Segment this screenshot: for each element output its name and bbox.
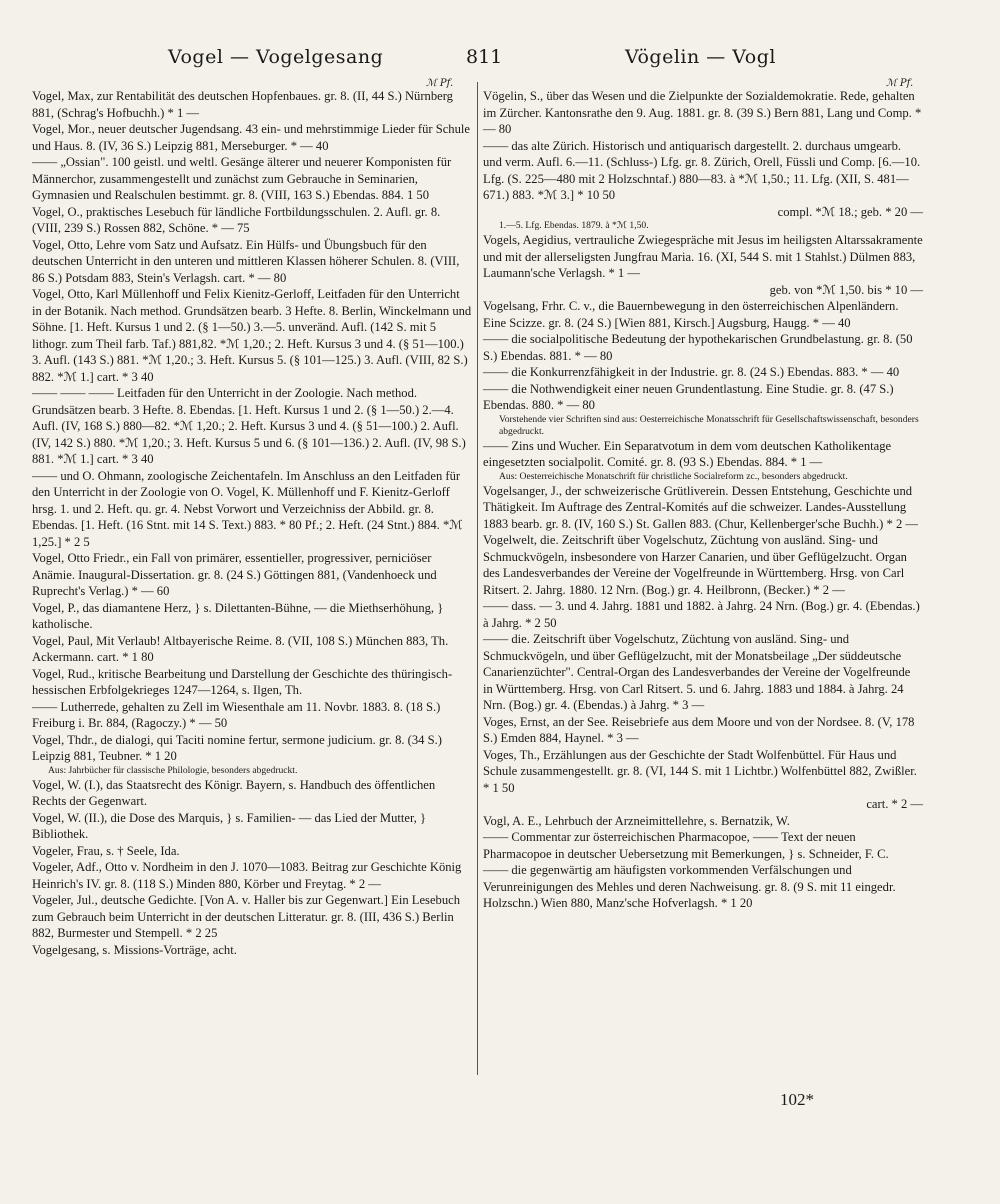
entry: Vogel, O., praktisches Lesebuch für ländliche Fortbildungsschulen. 2. Aufl. gr. 8. (VIII, 239 S.) Rossen 882, Schöne. * — 75 <box>32 204 441 235</box>
entry: Vogel, Mor., neuer deutscher Jugendsang. 43 ein- und mehrstimmige Lieder für Schule und Haus. 8. (IV, 36 S.) Leipzig 881, Merseburger. * — 40 <box>32 122 470 153</box>
entry: Vogeler, Adf., Otto v. Nordheim in den J. 1070—1083. Beitrag zur Geschichte König Heinrich's IV. gr. 8. (118 S.) Minden 880, Körber und Freytag. * 2 — <box>32 860 462 891</box>
entry: Vogelgesang, s. Missions-Vorträge, acht. <box>32 942 237 957</box>
right-column <box>483 88 923 912</box>
price-unit-right: ℳ Pf. <box>886 78 914 89</box>
entry: Vogl, A. E., Lehrbuch der Arzneimittellehre, s. Bernatzik, W. <box>483 813 790 828</box>
entry: Vogel, Otto Friedr., ein Fall von primärer, essentieller, progressiver, perniciöser Anämie. Inaugural-Dissertation. gr. 8. (24 S.) Göttingen 881, (Vandenhoeck und Ruprecht's Verlag.) * — 60 <box>32 551 437 598</box>
column-divider <box>477 82 478 1075</box>
entry: —— die gegenwärtig am häufigsten vorkommenden Verfälschungen und Verunreinigungen des Mehles und deren Nachweisung. gr. 8. (9 S. mit 11 eingedr. Holzschn.) Wien 880, Manz'sche Hofverlagsh. * 1 20 <box>483 863 896 910</box>
entry: Vogel, Otto, Karl Müllenhoff und Felix Kienitz-Gerloff, Leitfaden für den Unterricht in der Botanik. Nach method. Grundsätzen bearb. 3 Hefte. 8. Berlin, Winckelmann und Söhne. [1. Heft. Kursus 1 und 2. (§ 1—50.) 3.—5. unveränd. Aufl. (142 S. mit 5 lithogr. zum Theil farb. Taf.) 881,82. *ℳ 1,20.; 2. Heft. Kursus 3 und 4. (§ 51—100.) 3. Aufl. (143 S.) 881. *ℳ 1,20.; 3. Heft. Kursus 5. (§ 101—125.) 3. Aufl. (VIII, 82 S.) 882. *ℳ 1.] cart. * 3 40 <box>32 287 472 384</box>
entry: Vogeler, Jul., deutsche Gedichte. [Von A. v. Haller bis zur Gegenwart.] Ein Lesebuch zum Gebrauch beim Unterricht in der deutschen Litteratur. gr. 8. (III, 436 S.) Berlin 882, Burmester und Stempell. * 2 25 <box>32 893 461 940</box>
entry: Vogel, W. (II.), die Dose des Marquis, } s. Familien- — das Lied der Mutter, } Bibliothek. <box>32 810 426 841</box>
entry: Vogel, P., das diamantene Herz, } s. Dilettanten-Bühne, — die Miethserhöhung, } katholische. <box>32 600 444 631</box>
entry: Vögelin, S., über das Wesen und die Zielpunkte der Sozialdemokratie. Rede, gehalten im Zürcher. Kantonsrathe den 9. Aug. 1881. gr. 8. (39 S.) Bern 881, Lang und Comp. * — 80 <box>483 89 922 136</box>
entry: —— und O. Ohmann, zoologische Zeichentafeln. Im Anschluss an den Leitfaden für den Unterricht in der Zoologie von O. Vogel, K. Müllenhoff und F. Kienitz-Gerloff hrsg. 1. und 2. Heft. qu. gr. 4. Nebst Vorwort und Verzeichniss der Abbild. gr. 8. Ebendas. [1. Heft. (16 Stnt. mit 14 S. Text.) 883. * 80 Pf.; 2. Heft. (24 Stnt.) 884. *ℳ 1,25.] * 2 5 <box>32 468 463 549</box>
entry: Voges, Ernst, an der See. Reisebriefe aus dem Moore und von der Nordsee. 8. (V, 178 S.) Emden 884, Haynel. * 3 — <box>483 714 915 745</box>
entry: Vogel, Rud., kritische Bearbeitung und Darstellung der Geschichte des thüringisch-hessischen Erbfolgekrieges 1247—1264, s. Ilgen, Th. <box>32 666 453 697</box>
entry: Vogelsang, Frhr. C. v., die Bauernbewegung in den österreichischen Alpenländern. Eine Scizze. gr. 8. (24 S.) [Wien 881, Kirsch.] Augsburg, Haugg. * — 40 <box>483 299 899 330</box>
entry: —— die Nothwendigkeit einer neuen Grundentlastung. Eine Studie. gr. 8. (47 S.) Ebendas. 880. * — 80 <box>483 381 894 412</box>
entry: Voges, Th., Erzählungen aus der Geschichte der Stadt Wolfenbüttel. Für Haus und Schule zusammengestellt. gr. 8. (VI, 144 S. mit 1 Lichtbr.) Wolfenbüttel 882, Zwißler. * 1 50 <box>483 747 917 795</box>
entry: Vogeler, Frau, s. † Seele, Ida. <box>32 843 180 858</box>
entry-note: Vorstehende vier Schriften sind aus: Oesterreichische Monatsschrift für Gesellschaftswissenschaft, besonders abgedruckt. <box>499 413 919 437</box>
entry: —— „Ossian". 100 geistl. und weltl. Gesänge älterer und neuerer Komponisten für Männerchor, zusammengestellt und zunächst zum Gebrauche in Seminarien, Gymnasien und Realschulen bestimmt. gr. 8. (VIII, 163 S.) Ebendas. 884. 1 50 <box>32 155 452 202</box>
entry: —— —— —— Leitfaden für den Unterricht in der Zoologie. Nach method. Grundsätzen bearb. 3 Hefte. 8. Ebendas. [1. Heft. Kursus 1 und 2. (§ 1—50.) 2.—4. Aufl. (IV, 168 S.) 880—82. *ℳ 1,20.; 2. Heft. Kursus 3 und 4. (§ 51—100.) 2. Aufl. (IV, 142 S.) 880. *ℳ 1,20.; 3. Heft. Kursus 5 und 6. (§ 101—136.) 2. Aufl. (IV, 98 S.) 881. *ℳ 1.] cart. * 3 40 <box>32 386 466 466</box>
price-unit-left: ℳ Pf. <box>426 78 454 89</box>
entry: —— die Konkurrenzfähigkeit in der Industrie. gr. 8. (24 S.) Ebendas. 883. * — 40 <box>483 365 900 379</box>
entry-price: cart. * 2 — <box>866 797 923 811</box>
left-column <box>32 88 472 958</box>
entry-note: Aus: Oesterreichische Monatschrift für christliche Socialreform zc., besonders abgedruckt. <box>499 470 848 482</box>
entry: Vogel, Paul, Mit Verlaub! Altbayerische Reime. 8. (VII, 108 S.) München 883, Th. Ackermann. cart. * 1 80 <box>32 633 449 664</box>
entry-note: Aus: Jahrbücher für classische Philologie, besonders abgedruckt. <box>48 764 298 776</box>
entry: Vogelwelt, die. Zeitschrift über Vogelschutz, Züchtung von ausländ. Sing- und Schmuckvögeln, insbesondere von Harzer Canarien, und über Geflügelzucht. Organ des Landesverbandes der Vereine der Vogelfreunde in Württemberg. Hrsg. von Carl Ritsert. 2. Jahrg. 1880. 12 Nrn. (Bog.) gr. 4. Heilbronn, (Becker.) * 2 — <box>483 533 907 597</box>
header-right: Vögelin — Vogl <box>625 46 776 68</box>
entry: —— das alte Zürich. Historisch und antiquarisch dargestellt. 2. durchaus umgearb. und verm. Aufl. 6.—11. (Schluss-) Lfg. gr. 8. Zürich, Orell, Füssli und Comp. [6.—10. Lfg. (S. 225—480 mit 2 Holzschntaf.) 880—83. à *ℳ 1,50.; 11. Lfg. (XII, S. 481—671.) 883. *ℳ 3.] * 10 50 <box>483 138 921 202</box>
entry: Vogels, Aegidius, vertrauliche Zwiegespräche mit Jesus im heiligsten Altarssakramente und mit der allerseligsten Jungfrau Maria. 16. (XI, 544 S. mit 1 Stahlst.) Dülmen 883, Laumann'sche Verlagsh. * 1 — <box>483 233 923 280</box>
entry: —— die. Zeitschrift über Vogelschutz, Züchtung von ausländ. Sing- und Schmuckvögeln, und über Geflügelzucht, mit der Monatsbeilage „Der süddeutsche Canarienzüchter". Central-Organ des Landesverbandes der Vereine der Vogelfreunde in Württemberg. Hrsg. von Carl Ritsert. 5. und 6. Jahrg. 1883 und 1884. à Jahrg. 24 Nrn. (Bog.) gr. 4. (Ebendas.) à Jahrg. * 3 — <box>483 632 911 712</box>
entry: —— Commentar zur österreichischen Pharmacopoe, —— Text der neuen Pharmacopoe in deutscher Uebersetzung mit Bemerkungen, } s. Schneider, F. C. <box>483 830 889 861</box>
entry: —— dass. — 3. und 4. Jahrg. 1881 und 1882. à Jahrg. 24 Nrn. (Bog.) gr. 4. (Ebendas.) à Jahrg. * 2 50 <box>483 599 920 630</box>
entry: —— die socialpolitische Bedeutung der hypothekarischen Grundbelastung. gr. 8. (50 S.) Ebendas. 881. * — 80 <box>483 332 913 363</box>
entry: Vogel, Thdr., de dialogi, qui Taciti nomine fertur, sermone judicium. gr. 8. (34 S.) Leipzig 881, Teubner. * 1 20 <box>32 732 442 763</box>
entry-price: compl. *ℳ 18.; geb. * 20 — <box>777 204 923 219</box>
entry: —— Zins und Wucher. Ein Separatvotum in dem vom deutschen Katholikentage eingesetzten socialpolit. Comité. gr. 8. (93 S.) Ebendas. 884. * 1 — <box>483 438 892 469</box>
entry: —— Lutherrede, gehalten zu Zell im Wiesenthale am 11. Novbr. 1883. 8. (18 S.) Freiburg i. Br. 884, (Ragoczy.) * — 50 <box>32 699 441 730</box>
entry: Vogel, Max, zur Rentabilität des deutschen Hopfenbaues. gr. 8. (II, 44 S.) Nürnberg 881, (Schrag's Hofbuchh.) * 1 — <box>32 89 453 120</box>
entry-note: 1.—5. Lfg. Ebendas. 1879. à *ℳ 1,50. <box>499 220 649 231</box>
entry: Vogel, W. (I.), das Staatsrecht des Königr. Bayern, s. Handbuch des öffentlichen Rechts der Gegenwart. <box>32 777 436 808</box>
page-number: 811 <box>466 46 503 68</box>
entry-price: geb. von *ℳ 1,50. bis * 10 — <box>769 282 923 297</box>
header-left: Vogel — Vogelgesang <box>168 46 384 68</box>
running-header <box>0 44 1000 78</box>
entry: Vogelsanger, J., der schweizerische Grütliverein. Dessen Entstehung, Geschichte und Thätigkeit. Im Auftrage des Zentral-Komités auf die schweizer. Landes-Ausstellung 1883 bearb. gr. 8. (IV, 160 S.) St. Gallen 883. (Chur, Kellenberger'sche Buchh.) * 2 — <box>483 483 919 531</box>
entry: Vogel, Otto, Lehre vom Satz und Aufsatz. Ein Hülfs- und Übungsbuch für den deutschen Unterricht in den unteren und mittleren Klassen höherer Schulen. 8. (VIII, 86 S.) Potsdam 883, Stein's Verlagsh. cart. * — 80 <box>32 237 460 285</box>
signature-mark: 102* <box>780 1090 814 1109</box>
